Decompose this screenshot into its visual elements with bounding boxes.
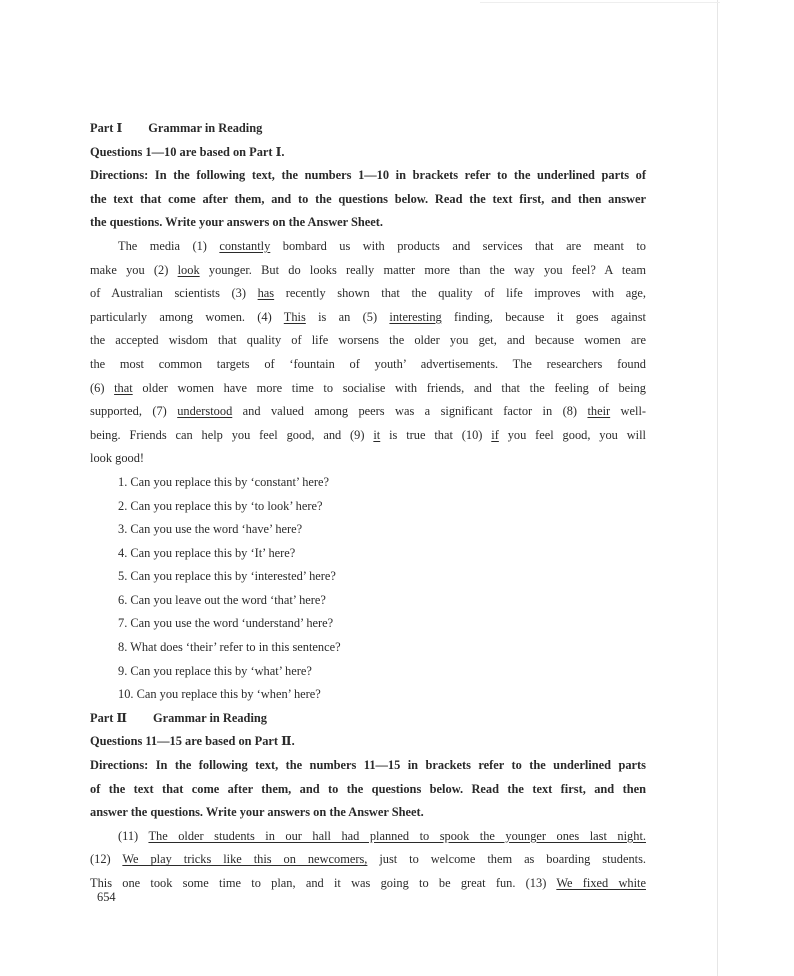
part2-passage-line-2: (12) We play tricks like this on newcomers, just to welcome them as boarding students. — [90, 852, 646, 867]
page-number: 654 — [97, 890, 116, 904]
part2-passage-line-3: This one took some time to plan, and it was going to be great fun. (13) We fixed white — [90, 876, 647, 890]
question-4: 4. Can you replace this by ‘It’ here? — [118, 545, 296, 560]
question-10: 10. Can you replace this by ‘when’ here? — [118, 687, 321, 702]
question-1: 1. Can you replace this by ‘constant’ here? — [118, 474, 330, 489]
part1-passage-line-5: the accepted wisdom that quality of life worsens the older you get, and because women are — [90, 333, 646, 348]
underlined-constantly: constantly — [219, 238, 271, 253]
scan-edge-line — [717, 0, 718, 976]
part1-number: Part Ⅰ — [90, 121, 123, 135]
part1-directions-line-3: the questions. Write your answers on the Answer Sheet. — [90, 215, 384, 230]
part2-directions-line-1: Directions: In the following text, the numbers 11—15 in brackets refer to the underlined parts — [90, 758, 646, 773]
question-5: 5. Can you replace this by ‘interested’ here? — [118, 569, 336, 584]
underlined-sentence-12: We play tricks like this on newcomers, — [122, 852, 368, 867]
part1-passage-line-3: of Australian scientists (3) has recently shown that the quality of life improves with age, — [90, 286, 646, 301]
part2-directions-line-2: of the text that come after them, and to the questions below. Read the text first, and then — [90, 781, 646, 796]
part1-passage-line-2: make you (2) look younger. But do looks really matter more than the way you feel? A team — [90, 262, 646, 277]
part1-passage-line-6: the most common targets of ‘fountain of youth’ advertisements. The researchers found — [90, 356, 646, 371]
underlined-understood: understood — [177, 404, 233, 419]
question-3: 3. Can you use the word ‘have’ here? — [118, 522, 303, 537]
part1-passage-line-8: supported, (7) understood and valued among peers was a significant factor in (8) their well- — [90, 404, 647, 419]
underlined-if: if — [491, 427, 499, 442]
part2-number: Part Ⅱ — [90, 710, 127, 725]
scan-top-line — [480, 2, 720, 3]
underlined-sentence-13: We fixed white — [556, 876, 647, 890]
underlined-has: has — [257, 286, 275, 301]
underlined-that: that — [114, 380, 133, 395]
question-9: 9. Can you replace this by ‘what’ here? — [118, 663, 312, 678]
part1-directions-line-2: the text that come after them, and to the questions below. Read the text first, and then answer — [90, 191, 646, 206]
underlined-it: it — [373, 427, 381, 442]
question-2: 2. Can you replace this by ‘to look’ here? — [118, 498, 323, 513]
part1-passage-line-7: (6) that older women have more time to socialise with friends, and that the feeling of being — [90, 380, 647, 395]
question-8: 8. What does ‘their’ refer to in this sentence? — [118, 640, 341, 655]
part1-passage-line-10: look good! — [90, 451, 145, 466]
underlined-interesting: interesting — [389, 309, 442, 324]
part2-title: Grammar in Reading — [152, 710, 267, 725]
document-page — [90, 117, 646, 896]
part1-passage-line-1: The media (1) constantly bombard us with products and services that are meant to — [118, 238, 647, 253]
question-7: 7. Can you use the word ‘understand’ here? — [118, 616, 334, 631]
part1-title: Grammar in Reading — [148, 121, 263, 135]
part2-passage-line-1: (11) The older students in our hall had planned to spook the younger ones last night. — [118, 828, 646, 843]
part2-questions-note: Questions 11—15 are based on Part Ⅱ. — [90, 734, 295, 749]
part1-passage-line-4: particularly among women. (4) This is an (5) interesting finding, because it goes against — [90, 309, 646, 324]
part2-heading — [90, 707, 646, 731]
question-6: 6. Can you leave out the word ‘that’ here? — [118, 592, 326, 607]
underlined-this: This — [283, 309, 306, 324]
part1-passage-line-9: being. Friends can help you feel good, and (9) it is true that (10) if you feel good, you will — [90, 427, 646, 442]
part1-questions-note: Questions 1—10 are based on Part Ⅰ. — [90, 144, 285, 159]
underlined-their: their — [587, 404, 611, 419]
underlined-look: look — [177, 262, 200, 277]
part1-directions-line-1: Directions: In the following text, the numbers 1—10 in brackets refer to the underlined parts of — [90, 168, 646, 183]
underlined-sentence-11: The older students in our hall had planned to spook the younger ones last night. — [148, 828, 646, 843]
part1-heading — [90, 117, 646, 141]
part2-directions-line-3: answer the questions. Write your answers on the Answer Sheet. — [90, 805, 424, 820]
